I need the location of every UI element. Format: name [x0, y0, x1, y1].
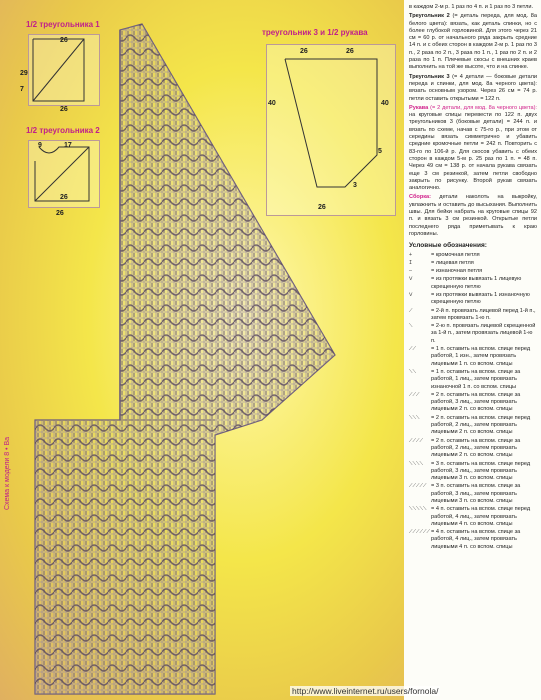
instruction-paragraph — [409, 105, 537, 193]
legend-symbol: — — [409, 268, 413, 275]
legend-symbol: + — [409, 251, 413, 258]
instruction-paragraph — [409, 13, 537, 71]
section-highlight: (= 2 детали, для мод. 8а черного цвета): — [430, 104, 537, 111]
legend-item — [409, 346, 537, 368]
legend-item — [409, 392, 537, 414]
legend-title: Условные обозначения: — [409, 242, 487, 250]
dim-label: 29 — [20, 70, 28, 77]
section-heading: Сборка: — [409, 194, 432, 201]
dim-label: 9 — [38, 142, 42, 149]
legend-symbol: ⟍⟍ — [409, 368, 417, 375]
legend-item — [409, 506, 537, 528]
schematic-2-title: 1/2 треугольника 2 — [26, 126, 100, 135]
legend-text: = 4 п. оставить на вспом. спице за работой, 4 лиц., затем провязать лицевыми 4 п. со вспом. спицы — [431, 529, 521, 550]
dim-label: 40 — [268, 100, 276, 107]
section-body: детали наколоть на выкройку, увлажнить и оставить до высыхания. Выполнить швы. Для бейки набрать на круговые спицы 92 п. и вязать 3 см резинкой. Открытые петли последнего ряда приметывать к краю горловины. — [409, 194, 537, 237]
section-body: (= деталь переда, для мод. 8а белого цвета): вязать, как деталь спинки, но с более глубокой горловиной. Для этого через 21 см = 60 р. от начального ряда закрыть средние 14 п. и с обеих сторон в каждом 2-м р. 1 раз по 3 п., 2 раза по 2 п., 3 раза по 1 п., 1 раз по 2 п. и 2 раза по 1 п. Плечевые скосы с внешних краев выполнить на той же высоте, что и на спинке. — [409, 13, 538, 71]
legend-item — [409, 252, 537, 259]
schematic-3-title: треугольник 3 и 1/2 рукава — [262, 28, 368, 37]
legend-item — [409, 415, 537, 437]
legend-text: = из протяжки вывязать 1 лицевую скрещенную петлю — [431, 276, 522, 290]
dim-label: 26 — [56, 210, 64, 217]
schematic-1-title: 1/2 треугольника 1 — [26, 20, 100, 29]
legend-list — [404, 252, 541, 552]
dim-label: 26 — [346, 48, 354, 55]
legend-text: = 2 п. оставить на вспом. спице за работой, 3 лиц., затем провязать лицевыми 2 п. со вспом. спицы — [431, 391, 521, 413]
dim-label: 26 — [318, 204, 326, 211]
legend-item — [409, 483, 537, 505]
chart-caption: Схема к модели 8 • Ва — [4, 436, 11, 510]
legend-item — [409, 461, 537, 483]
dim-label: 3 — [353, 182, 357, 189]
section-heading: Рукава — [409, 104, 429, 111]
section-heading: Треугольник 3 — [409, 73, 450, 80]
legend-symbol: ⟋⟋⟋ — [409, 391, 420, 398]
legend-item — [409, 529, 537, 551]
legend-text: = 2 п. оставить на вспом. спице за работой, 2 лиц., затем провязать лицевыми 2 п. со вспом. спицы — [431, 437, 521, 459]
legend-text: = 2-й п. провязать лицевой перед 1-й п., затем провязать 1-ю п. — [431, 307, 536, 321]
section-body: (= 4 детали — боковые детали переда и спинки, для мод. 8а черного цвета): вязать основным узором. Через 26 см = 74 р. петли оставить открытыми = 122 п. — [409, 73, 537, 102]
dim-label: 7 — [20, 86, 24, 93]
legend-item — [409, 268, 537, 275]
legend-symbol: ⟋ — [409, 307, 413, 314]
legend-symbol: Ⅴ — [409, 291, 413, 298]
instructions-column — [404, 0, 541, 700]
legend-text: = 3 п. оставить на вспом. спице перед работой, 3 лиц., затем провязать лицевыми 3 п. со вспом. спицы — [431, 460, 531, 482]
legend-text: = 3 п. оставить на вспом. спице за работой, 3 лиц., затем провязать лицевыми 3 п. со вспом. спицы — [431, 483, 521, 504]
instruction-paragraph — [409, 74, 537, 103]
legend-symbol: ⟍⟍⟍⟍⟍ — [409, 506, 427, 513]
dim-label: 5 — [378, 148, 382, 155]
dim-label: 26 — [60, 37, 68, 44]
legend-symbol: Ⅴ — [409, 276, 413, 283]
legend-item — [409, 369, 537, 391]
legend-text: = 1 п. оставить на вспом. спице за работой, 1 лиц., затем провязать изнаночной 1 п. со вспом. спицы — [431, 368, 521, 390]
legend-symbol: ⟋⟋⟋⟋⟋⟋ — [409, 529, 431, 536]
instruction-paragraph: в каждом 2-м р. 1 раз по 4 п. и 1 раз по 3 петли. — [409, 4, 534, 10]
legend-item — [409, 276, 537, 291]
legend-text: = 2-ю п. провязать лицевой скрещенной за 1-й п., затем провязать лицевой 1-ю п. — [431, 323, 536, 344]
legend-symbol: ⟍ — [409, 323, 413, 330]
legend-text: = 1 п. оставить на вспом. спице перед работой, 1 изн., затем провязать лицевыми 1 п. со вспом. спицы — [431, 346, 531, 367]
legend-item — [409, 260, 537, 267]
legend-symbol: ⟋⟋⟋⟋⟋ — [409, 483, 427, 490]
legend-text: = из протяжки вывязать 1 изнаночную скрещенную петлю — [431, 291, 530, 306]
instruction-paragraph — [409, 194, 537, 238]
legend-symbol: ⟋⟋ — [409, 346, 417, 353]
legend-symbol: ⟍⟍⟍ — [409, 414, 420, 421]
dim-label: 26 — [60, 194, 68, 201]
legend-symbol: ⟍⟍⟍⟍ — [409, 460, 424, 467]
legend-item — [409, 292, 537, 307]
dim-label: 40 — [381, 100, 389, 107]
legend-symbol: I — [409, 259, 413, 266]
dim-label: 26 — [60, 106, 68, 113]
legend-text: = 4 п. оставить на вспом. спице перед работой, 4 лиц., затем провязать лицевыми 4 п. со вспом. спицы — [431, 506, 531, 527]
section-heading: Треугольник 2 — [409, 13, 450, 20]
schematic-triangle-3-sleeve — [266, 44, 396, 216]
dim-label: 17 — [64, 142, 72, 149]
source-url: http://www.liveinternet.ru/users/fornola/ — [292, 686, 439, 696]
legend-text: = 2 п. оставить на вспом. спице перед работой, 2 лиц., затем провязать лицевыми 2 п. со вспом. спицы — [431, 414, 531, 436]
legend-symbol: ⟋⟋⟋⟋ — [409, 437, 424, 444]
legend-text: = лицевая петля — [431, 259, 474, 266]
schematic-half-triangle-1 — [28, 34, 100, 106]
dim-label: 26 — [300, 48, 308, 55]
section-body: на круговые спицы перевести по 122 п. двух треугольников 3 (боковые детали) = 244 п. и вязать по схеме, начав с 75-го р., при этом от середины вязать симметрично и убавить средние кромочные петли = 242 п. Повторить с 83-го по 106-й р. Для скосов убавить с обеих сторон в каждом 5-м р. 25 раз по 1 п. = 48 п. Через 49 см = 138 р. от начала рукава связать еще 3 см резинкой, затем петли свободно закрыть по рисунку. Второй рукав связать аналогично. — [409, 112, 537, 192]
legend-text: = кромочная петля — [431, 251, 480, 258]
legend-item — [409, 323, 537, 345]
legend-text: = изнаночная петля — [431, 268, 483, 275]
legend-item — [409, 438, 537, 460]
legend-item — [409, 308, 537, 323]
